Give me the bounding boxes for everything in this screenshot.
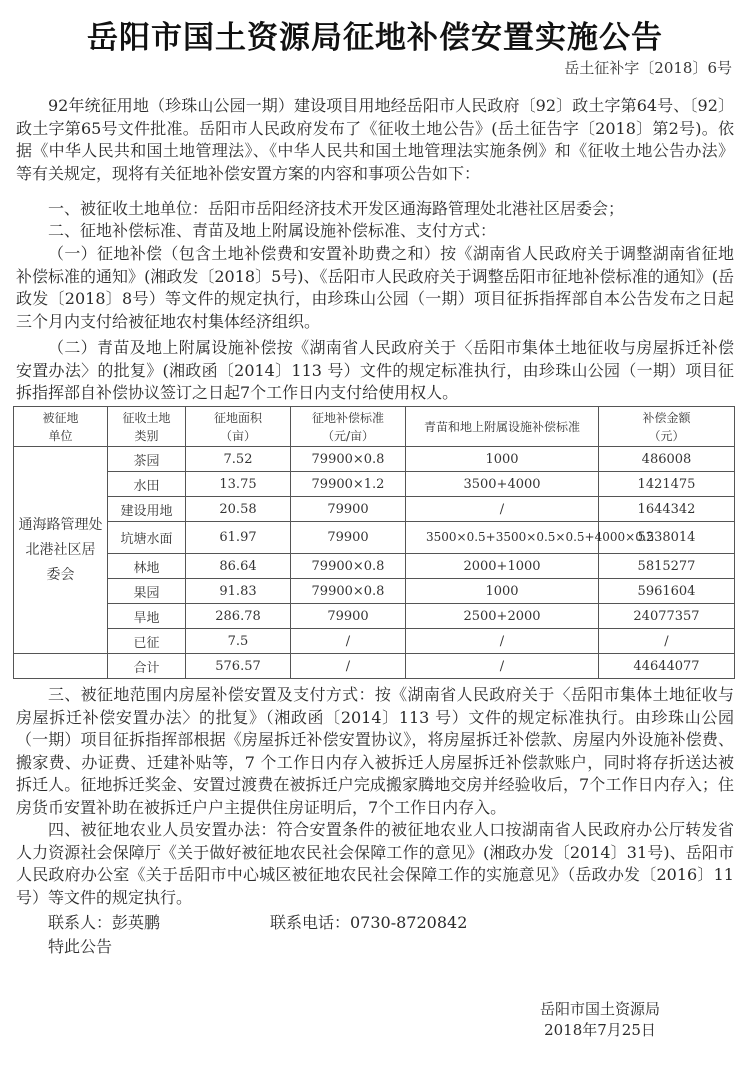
closing-text: 特此公告 xyxy=(48,937,113,956)
area: 20.58 xyxy=(186,497,291,522)
total-amount: 44644077 xyxy=(599,654,735,679)
land-type: 旱地 xyxy=(108,604,186,629)
signature-date: 2018年7月25日 xyxy=(544,1021,656,1039)
crops-standard: / xyxy=(406,629,599,654)
table-row xyxy=(14,579,735,604)
area: 7.52 xyxy=(186,447,291,472)
amount: / xyxy=(599,629,735,654)
standard: 79900 xyxy=(291,522,406,554)
land-type: 坑塘水面 xyxy=(108,522,186,554)
land-type: 已征 xyxy=(108,629,186,654)
area: 286.78 xyxy=(186,604,291,629)
land-type: 水田 xyxy=(108,472,186,497)
total-standard: / xyxy=(291,654,406,679)
section-1: 一、被征收土地单位：岳阳市岳阳经济技术开发区通海路管理处北港社区居委会； xyxy=(48,199,625,218)
land-type: 茶园 xyxy=(108,447,186,472)
amount: 486008 xyxy=(599,447,735,472)
amount: 5961604 xyxy=(599,579,735,604)
crops-standard: 3500×0.5+3500×0.5×0.5+4000×0.5 xyxy=(406,522,599,554)
document-number: 岳土征补字〔2018〕6号 xyxy=(564,59,732,77)
compensation-table xyxy=(13,406,735,679)
table-row xyxy=(14,497,735,522)
crops-standard: 3500+4000 xyxy=(406,472,599,497)
section-2-2: （二）青苗及地上附属设施补偿按《湖南省人民政府关于〈岳阳市集体土地征收与房屋拆迁补偿安置办法〉的批复》(湘政函〔2014〕113 号）文件的规定标准执行，由珍珠山公园（一期）项目征拆指挥部自补偿协议签订之日起7个工作日内支付给使用权人。 xyxy=(16,338,734,402)
header-amount: 补偿金额 （元） xyxy=(599,407,735,447)
section-2-1: （一）征地补偿（包含土地补偿费和安置补助费之和）按《湖南省人民政府关于调整湖南省征地补偿标准的通知》(湘政发〔2018〕5号)、《岳阳市人民政府关于调整岳阳市征地补偿标准的通知》(岳政发〔2018〕8号）等文件的规定执行，由珍珠山公园（一期）项目征拆指挥部自本公告发布之日起三个月内支付给被征地农村集体经济组织。 xyxy=(16,244,734,331)
amount: 1644342 xyxy=(599,497,735,522)
amount: 5815277 xyxy=(599,554,735,579)
crops-standard: 1000 xyxy=(406,447,599,472)
land-type: 果园 xyxy=(108,579,186,604)
page-title: 岳阳市国土资源局征地补偿安置实施公告 xyxy=(87,20,663,56)
table-row xyxy=(14,447,735,472)
area: 86.64 xyxy=(186,554,291,579)
crops-standard: 1000 xyxy=(406,579,599,604)
standard: 79900×0.8 xyxy=(291,579,406,604)
total-crops: / xyxy=(406,654,599,679)
crops-standard: / xyxy=(406,497,599,522)
intro-paragraph: 92年统征用地（珍珠山公园一期）建设项目用地经岳阳市人民政府〔92〕政土字第64号、〔92〕政土字第65号文件批准。岳阳市人民政府发布了《征收土地公告》(岳土征告字〔2018〕第2号)。依据《中华人民共和国土地管理法》、《中华人民共和国土地管理法实施条例》和《征收土地公告办法》等有关规定，现将有关征地补偿安置方案的内容和事项公告如下： xyxy=(16,96,734,183)
contact-phone: 联系电话：0730-8720842 xyxy=(270,913,468,932)
unit-name-cell: 通海路管理处 北港社区居 委会 xyxy=(14,447,108,654)
standard: 79900×0.8 xyxy=(291,554,406,579)
crops-standard: 2000+1000 xyxy=(406,554,599,579)
table-row xyxy=(14,604,735,629)
contact-person: 联系人：彭英鹏 xyxy=(48,913,161,932)
amount: 24077357 xyxy=(599,604,735,629)
table-total-row xyxy=(14,654,735,679)
standard: / xyxy=(291,629,406,654)
total-label: 合计 xyxy=(108,654,186,679)
standard: 79900 xyxy=(291,497,406,522)
table-row xyxy=(14,554,735,579)
header-crops-standard: 青苗和地上附属设施补偿标准 xyxy=(406,407,599,447)
header-land-type: 征收土地 类别 xyxy=(108,407,186,447)
section-4: 四、被征地农业人员安置办法：符合安置条件的被征地农业人口按湖南省人民政府办公厅转发省人力资源社会保障厅《关于做好被征地农民社会保障工作的意见》(湘政办发〔2014〕31号)、岳阳市人民政府办公室《关于岳阳市中心城区被征地农民社会保障工作的实施意见》（岳政办发〔2016〕11号）等文件的规定执行。 xyxy=(16,820,734,907)
signature-organization: 岳阳市国土资源局 xyxy=(539,1000,660,1018)
standard: 79900×0.8 xyxy=(291,447,406,472)
total-area: 576.57 xyxy=(186,654,291,679)
standard: 79900 xyxy=(291,604,406,629)
table-row xyxy=(14,472,735,497)
table-header-row xyxy=(14,407,735,447)
crops-standard: 2500+2000 xyxy=(406,604,599,629)
empty-cell xyxy=(14,654,108,679)
table-row xyxy=(14,629,735,654)
area: 7.5 xyxy=(186,629,291,654)
header-standard: 征地补偿标准 （元/亩） xyxy=(291,407,406,447)
area: 61.97 xyxy=(186,522,291,554)
section-3: 三、被征地范围内房屋补偿安置及支付方式：按《湖南省人民政府关于〈岳阳市集体土地征收与房屋拆迁补偿安置办法〉的批复》（湘政函〔2014〕113 号）文件的规定标准执行。由珍珠山公园（一期）项目征拆指挥部根据《房屋拆迁补偿安置协议》，将房屋拆迁补偿款、房屋内外设施补偿费、搬家费、办证费、迁建补贴等，7 个工作日内存入被拆迁人房屋拆迁补偿款账户，同时将存折送达被拆迁人。征地拆迁奖金、安置过渡费在被拆迁户完成搬家腾地交房并经验收后，7个工作日内存入；住房货币安置补助在被拆迁户户主提供住房证明后，7个工作日内存入。 xyxy=(16,685,734,817)
table-row xyxy=(14,522,735,554)
amount: 5238014 xyxy=(599,522,735,554)
standard: 79900×1.2 xyxy=(291,472,406,497)
header-unit: 被征地 单位 xyxy=(14,407,108,447)
area: 91.83 xyxy=(186,579,291,604)
amount: 1421475 xyxy=(599,472,735,497)
section-2: 二、征地补偿标准、青苗及地上附属设施补偿标准、支付方式： xyxy=(48,221,497,240)
header-area: 征地面积 （亩） xyxy=(186,407,291,447)
land-type: 林地 xyxy=(108,554,186,579)
land-type: 建设用地 xyxy=(108,497,186,522)
area: 13.75 xyxy=(186,472,291,497)
